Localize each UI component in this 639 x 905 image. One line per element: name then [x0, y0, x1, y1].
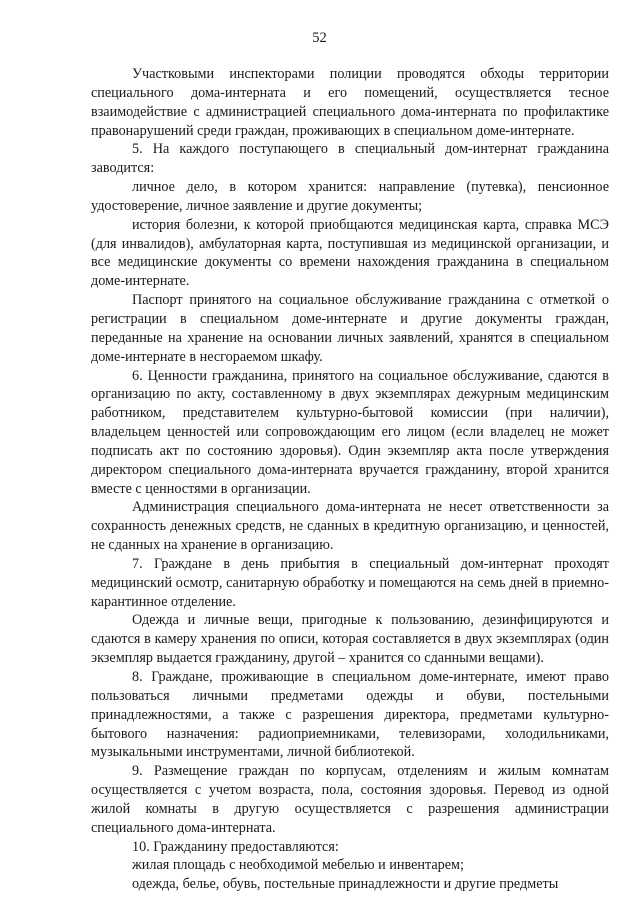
paragraph-clothing-linen: одежда, белье, обувь, постельные принадлежности и другие предметы	[132, 876, 559, 893]
paragraph-item-7: 7. Граждане в день прибытия в специальный дом-интернат проходят медицинский осмотр, санитарную обработку и помещаются на семь дней в приемно-карантинное отделение.	[91, 555, 609, 610]
paragraph-item-9: 9. Размещение граждан по корпусам, отделениям и жилым комнатам осуществляется с учетом возраста, пола, состояния здоровья. Перевод из одной жилой комнаты в другую осуществляется с разрешения администрации специального дома-интерната.	[91, 763, 609, 836]
paragraph-item-8: 8. Граждане, проживающие в специальном доме-интернате, имеют право пользоваться личными предметами одежды и обуви, постельными принадлежностями, а также с разрешения директора, предметами культурно-бытового назначения: радиоприемниками, телевизорами, холодильниками, музыкальными инструментами, личной библиотекой.	[91, 669, 609, 761]
paragraph-medical-history: история болезни, к которой приобщаются медицинская карта, справка МСЭ (для инвалидов), амбулаторная карта, поступившая из медицинской организации, и все медицинские документы со времени нахождения гражданина в специальном доме-интернате.	[91, 216, 609, 290]
document-body	[91, 65, 609, 894]
paragraph-living-space: жилая площадь с необходимой мебелью и инвентарем;	[132, 857, 464, 874]
paragraph-administration-liability: Администрация специального дома-интерната не несет ответственности за сохранность денежных средств, не сданных в кредитную организацию, и ценностей, не сданных на хранение в организацию.	[91, 499, 609, 554]
paragraph-item-6: 6. Ценности гражданина, принятого на социальное обслуживание, сдаются в организацию по акту, составленному в двух экземплярах дежурным медицинским работником, представителем культурно-бытовой комиссии (при наличии), владельцем ценностей или сопровождающим его лицом (если владелец не может подписать акт по состоянию здоровья). Один экземпляр акта после утверждения директором специального дома-интерната вручается гражданину, второй хранится вместе с ценностями в организации.	[91, 367, 609, 497]
paragraph-item-10: 10. Гражданину предоставляются:	[132, 838, 339, 855]
paragraph-personal-file: личное дело, в котором хранится: направление (путевка), пенсионное удостоверение, личное заявление и другие документы;	[91, 179, 609, 214]
paragraph-patrols: Участковыми инспекторами полиции проводятся обходы территории специального дома-интерната и его помещений, осуществляется тесное взаимодействие с администрацией специального дома-интерната по профилактике правонарушений среди граждан, проживающих в специальном доме-интернате.	[91, 66, 609, 139]
paragraph-item-5: 5. На каждого поступающего в специальный дом-интернат гражданина заводится:	[91, 141, 609, 177]
paragraph-clothing-storage: Одежда и личные вещи, пригодные к пользованию, дезинфицируются и сдаются в камеру хранения по описи, которая составляется в двух экземплярах (один экземпляр выдается гражданину, другой – хранится со сданными вещами).	[91, 612, 609, 667]
paragraph-passport: Паспорт принятого на социальное обслуживание гражданина с отметкой о регистрации в специальном доме-интернате и другие документы граждан, переданные на хранение на основании личных заявлений, хранятся в специальном доме-интернате в несгораемом шкафу.	[91, 292, 609, 365]
page-number: 52	[312, 30, 327, 46]
